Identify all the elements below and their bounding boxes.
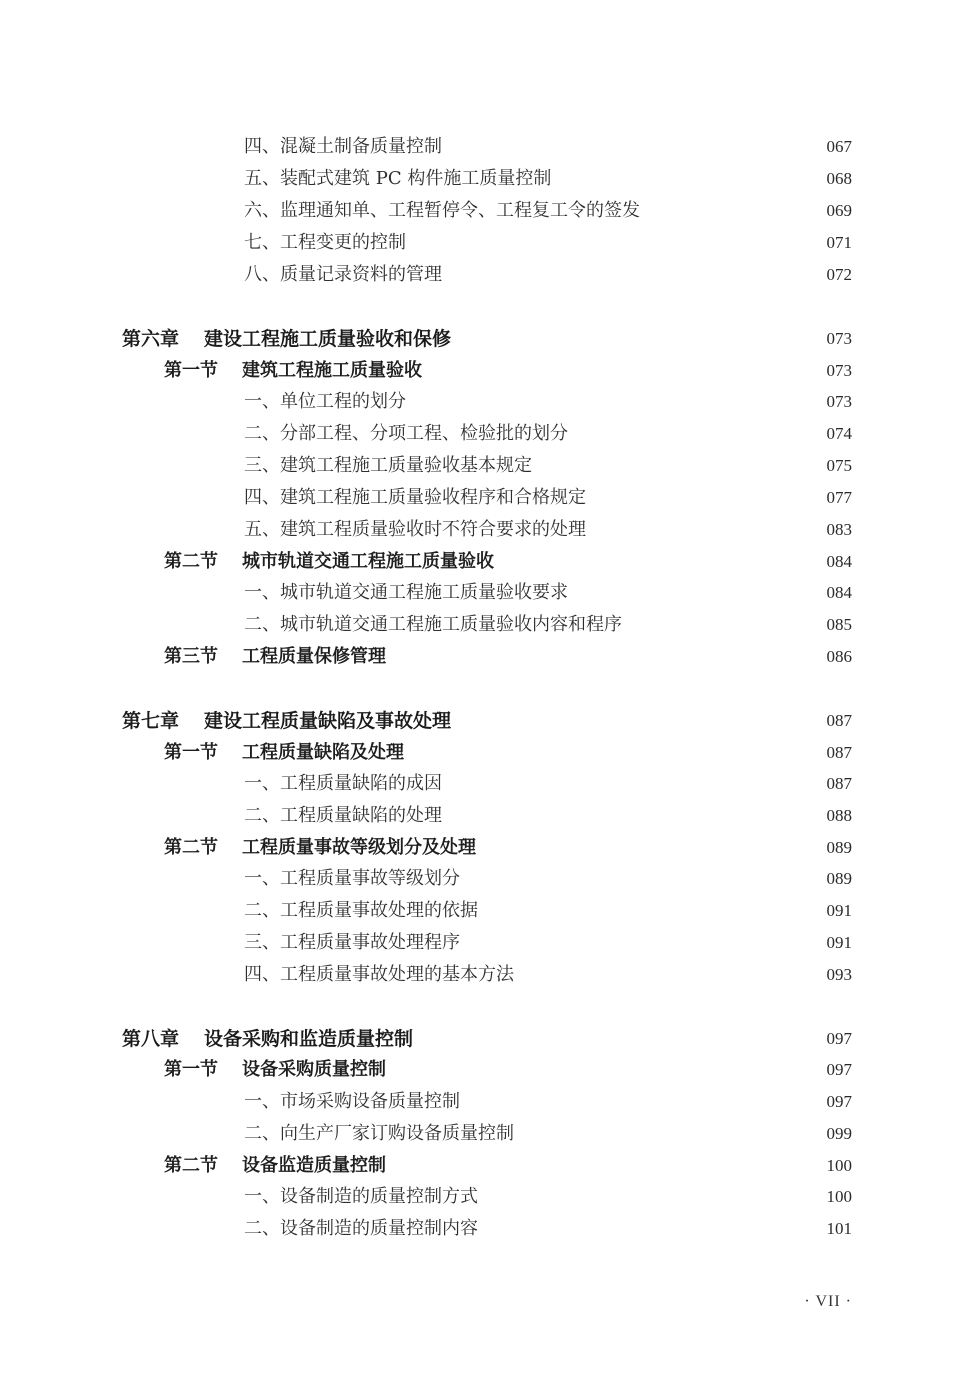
- toc-item-entry: [0, 514, 956, 546]
- toc-chapter-entry: [0, 1023, 956, 1055]
- section-number: 第二节: [164, 837, 218, 858]
- section-title: 设备采购质量控制: [242, 1059, 386, 1080]
- toc-section-entry: [0, 737, 956, 769]
- toc-page-number: 101: [826, 1219, 852, 1238]
- toc-item-label: 一、市场采购设备质量控制: [244, 1091, 460, 1112]
- chapter-number: 第八章: [122, 1028, 180, 1050]
- toc-section-entry: [0, 546, 956, 578]
- toc-page-number: 085: [826, 615, 852, 634]
- section-heading: [164, 546, 494, 578]
- section-number: 第二节: [164, 551, 218, 572]
- toc-page-number: 089: [826, 838, 852, 857]
- section-number: 第三节: [164, 646, 218, 667]
- toc-item-label: 一、工程质量事故等级划分: [244, 868, 460, 889]
- section-heading: [164, 832, 476, 864]
- toc-page-number: 077: [826, 488, 852, 507]
- toc-section-entry: [0, 641, 956, 673]
- toc-chapter-entry: [0, 323, 956, 355]
- toc-page-number: 073: [826, 361, 852, 380]
- toc-item-label: 二、工程质量缺陷的处理: [244, 805, 442, 826]
- chapter-heading: [122, 705, 451, 737]
- toc-item-entry: [0, 131, 956, 163]
- section-title: 设备监造质量控制: [242, 1155, 386, 1176]
- section-title: 工程质量缺陷及处理: [242, 742, 404, 763]
- chapter-number: 第六章: [122, 328, 180, 350]
- toc-section-entry: [0, 1054, 956, 1086]
- toc-item-entry: [0, 863, 956, 895]
- toc-page-number: 097: [826, 1060, 852, 1079]
- toc-page-number: 071: [826, 233, 852, 252]
- toc-item-label: 八、质量记录资料的管理: [244, 264, 442, 285]
- toc-item-entry: [0, 386, 956, 418]
- toc-page-number: 086: [826, 647, 852, 666]
- toc-page-number: 099: [826, 1124, 852, 1143]
- toc-item-entry: [0, 1181, 956, 1213]
- toc-item-label: 二、分部工程、分项工程、检验批的划分: [244, 423, 568, 444]
- toc-item-label: 四、建筑工程施工质量验收程序和合格规定: [244, 487, 586, 508]
- toc-page-number: 084: [826, 552, 852, 571]
- toc-item-label: 四、混凝土制备质量控制: [244, 136, 442, 157]
- toc-section-entry: [0, 355, 956, 387]
- toc-item-label: 五、建筑工程质量验收时不符合要求的处理: [244, 519, 586, 540]
- toc-page-number: 072: [826, 265, 852, 284]
- toc-item-entry: [0, 1118, 956, 1150]
- section-heading: [164, 737, 404, 769]
- section-heading: [164, 641, 386, 673]
- section-number: 第一节: [164, 742, 218, 763]
- section-heading: [164, 1150, 386, 1182]
- toc-page-number: 100: [826, 1156, 852, 1175]
- toc-page-number: 097: [826, 1092, 852, 1111]
- toc-item-label: 五、装配式建筑 PC 构件施工质量控制: [244, 168, 552, 189]
- section-heading: [164, 1054, 386, 1086]
- toc-page-number: 088: [826, 806, 852, 825]
- toc-item-label: 七、工程变更的控制: [244, 232, 406, 253]
- toc-page-number: 074: [826, 424, 852, 443]
- toc-page-number: 073: [826, 329, 852, 348]
- toc-item-label: 六、监理通知单、工程暂停令、工程复工令的签发: [244, 200, 640, 221]
- toc-item-entry: [0, 259, 956, 291]
- toc-page-number: 084: [826, 583, 852, 602]
- toc-item-entry: [0, 1213, 956, 1245]
- toc-page-number: 089: [826, 869, 852, 888]
- section-number: 第二节: [164, 1155, 218, 1176]
- toc-page-number: 069: [826, 201, 852, 220]
- toc-item-entry: [0, 195, 956, 227]
- section-number: 第一节: [164, 1059, 218, 1080]
- toc-item-entry: [0, 609, 956, 641]
- section-number: 第一节: [164, 360, 218, 381]
- toc-item-entry: [0, 163, 956, 195]
- toc-page-number: 093: [826, 965, 852, 984]
- chapter-title: 建设工程质量缺陷及事故处理: [204, 710, 452, 732]
- toc-item-label: 一、工程质量缺陷的成因: [244, 773, 442, 794]
- toc-section-entry: [0, 1150, 956, 1182]
- toc-item-entry: [0, 450, 956, 482]
- toc-item-label: 一、城市轨道交通工程施工质量验收要求: [244, 582, 568, 603]
- toc-item-entry: [0, 895, 956, 927]
- toc-item-label: 四、工程质量事故处理的基本方法: [244, 964, 514, 985]
- toc-item-entry: [0, 927, 956, 959]
- toc-page-number: 073: [826, 392, 852, 411]
- chapter-title: 设备采购和监造质量控制: [204, 1028, 414, 1050]
- section-title: 城市轨道交通工程施工质量验收: [242, 551, 494, 572]
- toc-page-number: 068: [826, 169, 852, 188]
- page-folio: · VII ·: [804, 1293, 852, 1310]
- chapter-heading: [122, 1023, 413, 1055]
- section-title: 工程质量事故等级划分及处理: [242, 837, 476, 858]
- section-title: 建筑工程施工质量验收: [242, 360, 422, 381]
- toc-page-number: 091: [826, 901, 852, 920]
- toc-page-number: 097: [826, 1029, 852, 1048]
- toc-item-label: 一、设备制造的质量控制方式: [244, 1186, 478, 1207]
- toc-item-label: 二、设备制造的质量控制内容: [244, 1218, 478, 1239]
- toc-page-number: 091: [826, 933, 852, 952]
- toc-page-number: 087: [826, 743, 852, 762]
- toc-page-number: 075: [826, 456, 852, 475]
- toc-page-number: 087: [826, 711, 852, 730]
- toc-item-label: 二、城市轨道交通工程施工质量验收内容和程序: [244, 614, 622, 635]
- toc-item-entry: [0, 482, 956, 514]
- toc-page-number: 087: [826, 774, 852, 793]
- toc-page-number: 100: [826, 1187, 852, 1206]
- toc-item-label: 一、单位工程的划分: [244, 391, 406, 412]
- toc-item-label: 三、建筑工程施工质量验收基本规定: [244, 455, 532, 476]
- toc-item-entry: [0, 418, 956, 450]
- toc-item-entry: [0, 768, 956, 800]
- toc-page-number: 083: [826, 520, 852, 539]
- toc-item-label: 二、向生产厂家订购设备质量控制: [244, 1123, 514, 1144]
- toc-item-entry: [0, 227, 956, 259]
- section-heading: [164, 355, 422, 387]
- toc-item-entry: [0, 959, 956, 991]
- toc-item-entry: [0, 1086, 956, 1118]
- toc-item-label: 二、工程质量事故处理的依据: [244, 900, 478, 921]
- chapter-heading: [122, 323, 451, 355]
- toc-item-entry: [0, 800, 956, 832]
- toc-section-entry: [0, 832, 956, 864]
- chapter-title: 建设工程施工质量验收和保修: [204, 328, 452, 350]
- toc-page-number: 067: [826, 137, 852, 156]
- toc-item-entry: [0, 577, 956, 609]
- chapter-number: 第七章: [122, 710, 180, 732]
- section-title: 工程质量保修管理: [242, 646, 386, 667]
- toc-chapter-entry: [0, 705, 956, 737]
- toc-item-label: 三、工程质量事故处理程序: [244, 932, 460, 953]
